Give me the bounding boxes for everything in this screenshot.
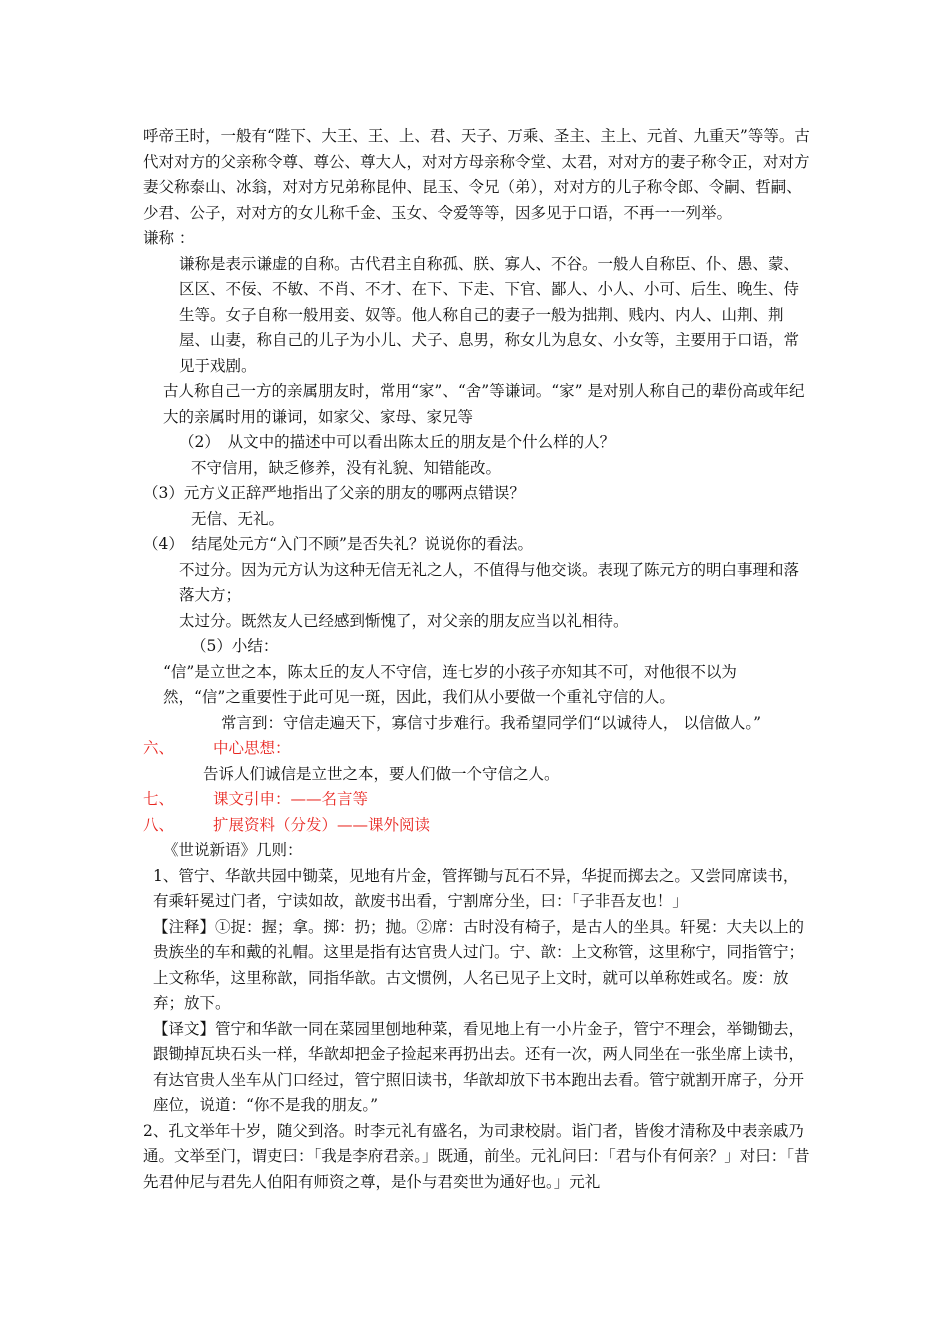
section-number: 七、 <box>143 790 175 808</box>
answer-4a: 不过分。因为元方认为这种无信无礼之人，不值得与他交谈。表现了陈元方的明白事理和落落大方； <box>179 560 800 604</box>
answer-3: 无信、无礼。 <box>191 509 285 528</box>
answer-4b: 太过分。既然友人已经感到惭愧了，对父亲的朋友应当以礼相待。 <box>179 611 629 630</box>
question-4: （4） 结尾处元方“入门不顾”是否失礼？说说你的看法。 <box>143 535 533 553</box>
section-heading-7 <box>143 787 813 813</box>
answer-2: 不守信用，缺乏修养，没有礼貌、知错能改。 <box>191 458 502 477</box>
section-number: 八、 <box>143 815 175 834</box>
summary-label: （5）小结： <box>191 637 279 655</box>
central-idea-text: 告诉人们诚信是立世之本，要人们做一个守信之人。 <box>203 764 560 783</box>
section-heading-8 <box>143 813 813 839</box>
story-2: 2、孔文举年十岁，随父到洛。时李元礼有盛名，为司隶校尉。诣门者，皆俊才清称及中表亲戚乃通。文举至门，谓吏曰：「我是李府君亲。」既通，前坐。元礼问曰：「君与仆有何亲？」对曰：「昔先君仲尼与君先人伯阳有师资之尊，是仆与君奕世为通好也。」元礼 <box>143 1121 810 1191</box>
story-1: 1、管宁、华歆共园中锄菜，见地有片金，管挥锄与瓦石不异，华捉而掷去之。又尝同席读书，有乘轩冕过门者，宁读如故，歆废书出看，宁割席分坐，曰：「子非吾友也！」 <box>153 866 799 910</box>
section-number: 六、 <box>143 739 175 757</box>
story-1-translation: 【译文】管宁和华歆一同在菜园里刨地种菜，看见地上有一小片金子，管宁不理会，举锄锄去，跟锄掉瓦块石头一样，华歆却把金子捡起来再扔出去。还有一次，两人同坐在一张坐席上读书，有达官贵人坐车从门口经过，管宁照旧读书，华歆却放下书本跑出去看。管宁就割开席子，分开座位，说道：“你不是我的朋友。” <box>153 1019 805 1114</box>
section-title: 课文引申：——名言等 <box>213 790 369 808</box>
summary-text: “信”是立世之本，陈太丘的友人不守信，连七岁的小孩子亦知其不可，对他很不以为然，“信”之重要性于此可见一斑，因此，我们从小要做一个重礼守信的人。 <box>163 662 737 706</box>
paragraph-honorifics: 呼帝王时，一般有“陛下、大王、王、上、君、天子、万乘、圣主、主上、元首、九重天”等等。古代对对方的父亲称令尊、尊公、尊大人，对对方母亲称令堂、太君，对对方的妻子称令正，对对方妻父称泰山、冰翁，对对方兄弟称昆仲、昆玉、令兄（弟），对对方的儿子称令郎、令嗣、哲嗣、少君、公子，对对方的女儿称千金、玉女、令爱等等，因多见于口语，不再一一列举。 <box>143 127 810 222</box>
summary-quote: 常言到：守信走遍天下，寡信寸步难行。我希望同学们“以诚待人， 以信做人。” <box>221 713 762 732</box>
question-3: （3）元方义正辞严地指出了父亲的朋友的哪两点错误？ <box>143 484 525 502</box>
section-title: 中心思想： <box>213 739 291 757</box>
heading-humble-terms: 谦称 ： <box>143 229 195 247</box>
question-2: （2） 从文中的描述中可以看出陈太丘的朋友是个什么样的人？ <box>179 433 616 451</box>
reading-title: 《世说新语》几则： <box>163 841 303 859</box>
section-heading-6 <box>143 736 813 762</box>
document-body <box>143 124 813 1195</box>
story-1-notes: 【注释】①捉：握；拿。掷：扔；抛。②席：古时没有椅子，是古人的坐具。轩冕：大夫以上的贵族坐的车和戴的礼帽。这里是指有达官贵人过门。宁、歆：上文称管，这里称宁，同指管宁；上文称华，这里称歆，同指华歆。古文惯例，人名已见子上文时，就可以单称姓或名。废：放弃；放下。 <box>153 917 805 1012</box>
paragraph-family-terms: 古人称自己一方的亲属朋友时，常用“家”、“舍”等谦词。“家” 是对别人称自己的辈份高或年纪大的亲属时用的谦词，如家父、家母、家兄等 <box>163 382 805 426</box>
section-title: 扩展资料（分发）——课外阅读 <box>213 815 431 834</box>
paragraph-humble-terms: 谦称是表示谦虚的自称。古代君主自称孤、朕、寡人、不谷。一般人自称臣、仆、愚、蒙、区区、不佞、不敏、不肖、不才、在下、下走、下官、鄙人、小人、小可、后生、晚生、侍生等。女子自称一般用妾、奴等。他人称自己的妻子一般为拙荆、贱内、内人、山荆、荆屋、山妻，称自己的儿子为小儿、犬子、息男，称女儿为息女、小女等，主要用于口语，常见于戏剧。 <box>179 254 800 375</box>
